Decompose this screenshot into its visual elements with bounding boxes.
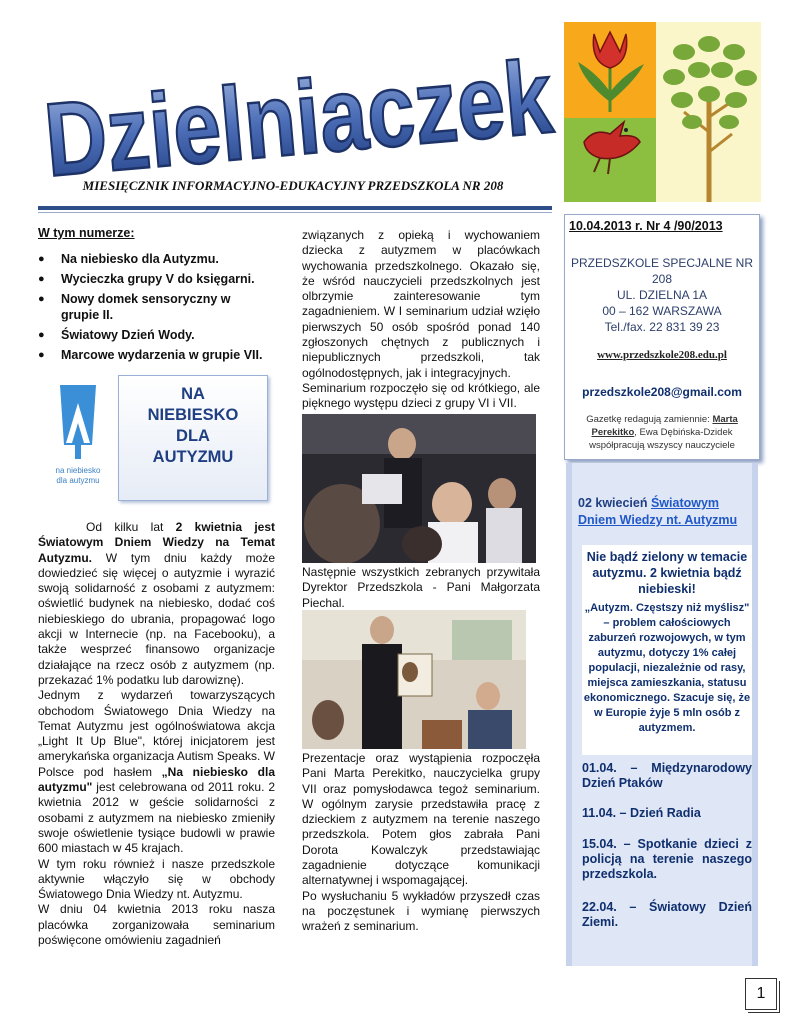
toc-list <box>38 251 278 363</box>
event-item: 22.04. – Światowy Dzień Ziemi. <box>582 900 752 929</box>
issue-number: 10.04.2013 r. Nr 4 /90/2013 <box>569 219 723 233</box>
website-link[interactable]: www.przedszkole208.edu.pl <box>597 349 727 361</box>
email-link[interactable]: przedszkole208@gmail.com <box>582 385 742 399</box>
autism-awareness-box <box>582 545 752 755</box>
article-paragraph: Prezentacje oraz wystąpienia rozpoczęła Pani Marta Perekitko, nauczycielka grupy VII oraz pomysłodawca tegoż seminarium. W ogólnym zarysie przedstawiła pracę z dzieckiem z autyzmem na terenie naszego przedszkola. Potem głos zabrała Pani Dorota Kowalczyk przedstawiając zagadnienie dotyczące komunikacji alternatywnej i wspomagającej. <box>302 751 540 888</box>
autism-day-link[interactable]: Światowym Dniem Wiedzy nt. Autyzmu <box>578 496 738 527</box>
article-paragraph: Jednym z wydarzeń towarzyszących obchodom Światowego Dnia Wiedzy na Temat Autyzmu jest ogólnoświatowa akcja „Light It Up Blue", której inicjatorem jest amerykańska organizacja Autism Speaks. W Polsce pod hasłem „Na niebiesko dla autyzmu" jest celebrowana od 2011 roku. 2 kwietnia 2012 w geście solidarności z osobami z autyzmem na niebiesko zmieniły swoje oświetlenie tysiące budowli w prawie 600 miastach w 45 krajach. <box>38 688 275 856</box>
article-middle-column-continued <box>302 751 540 935</box>
event-item: 11.04. – Dzień Radia <box>582 806 701 820</box>
bullet-icon: ● <box>38 293 45 305</box>
article-middle-column <box>302 228 540 412</box>
seminar-performance-photo <box>302 414 536 563</box>
article-paragraph: W dniu 04 kwietnia 2013 roku nasza placówka zorganizowała seminarium poświęcone omówieniu zagadnień <box>38 902 275 948</box>
article-paragraph: Po wysłuchaniu 5 wykładów przyszedł czas na poczęstunek i wymianę pierwszych wrażeń z seminarium. <box>302 888 540 934</box>
editors-note: Gazetkę redagują zamiennie: Marta Perekitko, Ewa Dębińska-Dzidek współpracują wszyscy nauczyciele <box>586 414 738 451</box>
issue-info-card <box>564 214 760 460</box>
toc-item: ● Nowy domek sensoryczny w grupie II. <box>38 292 231 322</box>
toc-item: ● Marcowe wydarzenia w grupie VII. <box>38 348 263 362</box>
photo-caption: Następnie wszystkich zebranych przywitała Dyrektor Przedszkola - Pani Małgorzata Piechal. <box>302 565 540 610</box>
bullet-icon: ● <box>38 253 45 265</box>
bullet-icon: ● <box>38 329 45 341</box>
events-heading: 02 kwiecień Światowym Dniem Wiedzy nt. Autyzmu <box>578 496 738 527</box>
page-number: 1 <box>745 978 777 1010</box>
event-item: 15.04. – Spotkanie dzieci z policją na terenie naszego przedszkola. <box>582 837 752 881</box>
article-paragraph: związanych z opieką i wychowaniem dziecka z autyzmem w placówkach wychowania przedszkolnego. Okazało się, że wśród nauczycieli przedszkolnych jest olbrzymie zainteresowanie tym zagadnieniem. W I seminarium udział wzięło pierwszych 50 osób spośród ponad 140 zgłoszonych chętnych z publicznych i niepublicznych przedszkoli, tak ogólnodostępnych, jak i integracyjnych. <box>302 228 540 380</box>
events-panel <box>566 463 758 966</box>
article-paragraph: Od kilku lat 2 kwietnia jest Światowym Dniem Wiedzy na Temat Autyzmu. W tym dniu każdy może dowiedzieć się więcej o autyzmie i wyrazić swoją solidarność z osobami z autyzmem: oświetlić budynek na niebiesko, dodać coś niebieskiego do ubrania, propagować logo akcji w Internecie (np. na Facebooku), a także wesprzeć finansowo organizacje działające na rzecz osób z autyzmem (np. przekazać 1% podatku lub darowiznę). <box>38 520 275 687</box>
autism-campaign-logo <box>38 373 118 501</box>
bullet-icon: ● <box>38 273 45 285</box>
promo-heading: NA NIEBIESKO DLA AUTYZMU <box>118 375 268 501</box>
table-of-contents <box>38 226 278 367</box>
toc-item: ● Wycieczka grupy V do księgarni. <box>38 272 255 286</box>
preschool-logo <box>564 22 761 202</box>
masthead-title <box>38 44 558 178</box>
seminar-presentation-photo <box>302 610 526 749</box>
event-item: 01.04. – Międzynarodowy Dzień Ptaków <box>582 761 752 790</box>
masthead-title-text: Dzielniaczek <box>40 44 558 178</box>
svg-text:na niebiesko: na niebiesko <box>55 466 101 475</box>
awareness-text: „Autyzm. Częstszy niż myślisz" – problem całościowych zaburzeń rozwojowych, w tym autyzmu, dotyczy 1% całej populacji, niezależnie od rasy, miejsca zamieszkania, statusu ekonomicznego. Szacuje się, że w Europie żyje 5 mln osób z autyzmem. <box>583 602 751 734</box>
masthead-subtitle: MIESIĘCZNIK INFORMACYJNO-EDUKACYJNY PRZEDSZKOLA NR 208 <box>82 178 504 193</box>
toc-title: W tym numerze: <box>38 226 135 240</box>
article-paragraph: Seminarium rozpoczęło się od krótkiego, ale pięknego występu dzieci z grupy VI i VII. <box>302 380 540 411</box>
toc-item: ● Na niebiesko dla Autyzmu. <box>38 252 219 266</box>
masthead-divider-thin <box>38 212 552 213</box>
article-paragraph: W tym roku również i nasze przedszkole aktywnie włączyło się w obchody Światowego Dnia Wiedzy nt. Autyzmu. <box>38 856 275 902</box>
toc-item: ● Światowy Dzień Wody. <box>38 328 195 342</box>
school-address: PRZEDSZKOLE SPECJALNE NR 208 UL. DZIELNA 1A 00 – 162 WARSZAWA Tel./fax. 22 831 39 23 <box>570 256 754 334</box>
article-left-column <box>38 520 275 948</box>
svg-text:dla autyzmu: dla autyzmu <box>56 476 100 485</box>
masthead-divider <box>38 206 552 210</box>
awareness-title: Nie bądź zielony w temacie autyzmu. 2 kwietnia bądź niebieski! <box>586 550 748 596</box>
autism-promo <box>38 373 270 503</box>
bullet-icon: ● <box>38 349 45 361</box>
